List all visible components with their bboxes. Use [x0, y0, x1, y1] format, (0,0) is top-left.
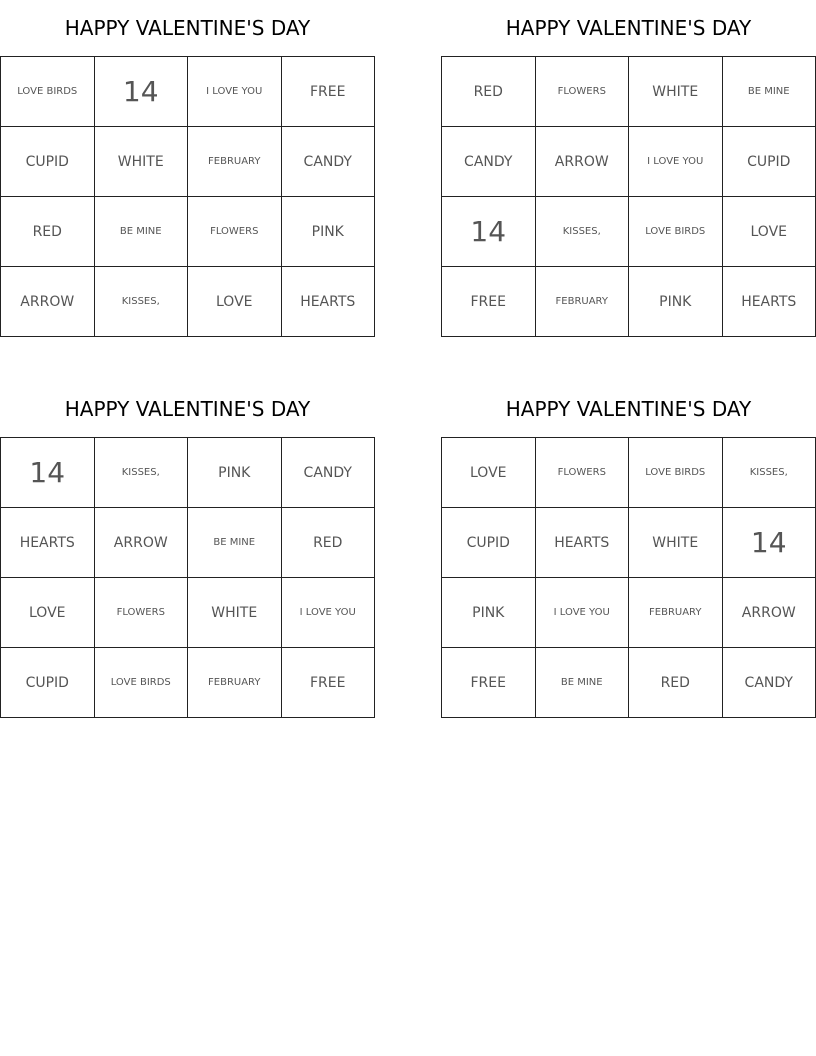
bingo-cell: I LOVE YOU [282, 578, 376, 648]
bingo-cell: CANDY [282, 127, 376, 197]
bingo-cell: LOVE BIRDS [629, 438, 723, 508]
bingo-cell: LOVE BIRDS [629, 197, 723, 267]
bingo-cell: KISSES, [723, 438, 816, 508]
bingo-cell: ARROW [1, 267, 95, 337]
bingo-cell: KISSES, [95, 267, 189, 337]
bingo-grid [0, 56, 375, 337]
bingo-cell: ARROW [723, 578, 816, 648]
bingo-cell: CUPID [1, 648, 95, 718]
bingo-cell: HEARTS [1, 508, 95, 578]
bingo-cell: BE MINE [188, 508, 282, 578]
bingo-cell: HEARTS [723, 267, 816, 337]
bingo-cell: PINK [282, 197, 376, 267]
bingo-cell: HEARTS [282, 267, 376, 337]
bingo-cell: FEBRUARY [188, 648, 282, 718]
bingo-cell: FEBRUARY [188, 127, 282, 197]
bingo-cell: BE MINE [95, 197, 189, 267]
bingo-cell: ARROW [536, 127, 630, 197]
bingo-cell: 14 [723, 508, 816, 578]
bingo-cell: CUPID [1, 127, 95, 197]
bingo-card-3 [0, 381, 375, 718]
bingo-cell: KISSES, [536, 197, 630, 267]
bingo-cell: LOVE [442, 438, 536, 508]
bingo-cell: WHITE [188, 578, 282, 648]
bingo-cell: KISSES, [95, 438, 189, 508]
bingo-cell: FEBRUARY [536, 267, 630, 337]
bingo-cell: WHITE [95, 127, 189, 197]
bingo-cell: CUPID [442, 508, 536, 578]
bingo-cell: 14 [1, 438, 95, 508]
bingo-cell: RED [282, 508, 376, 578]
bingo-cell: RED [442, 57, 536, 127]
bingo-cell: FREE [282, 57, 376, 127]
bingo-cell: PINK [629, 267, 723, 337]
bingo-cell: 14 [95, 57, 189, 127]
bingo-cell: FEBRUARY [629, 578, 723, 648]
bingo-cell: CANDY [442, 127, 536, 197]
card-title: HAPPY VALENTINE'S DAY [64, 397, 311, 421]
bingo-cell: WHITE [629, 508, 723, 578]
card-title: HAPPY VALENTINE'S DAY [505, 397, 752, 421]
bingo-cell: FLOWERS [188, 197, 282, 267]
bingo-cell: I LOVE YOU [188, 57, 282, 127]
bingo-cell: BE MINE [536, 648, 630, 718]
bingo-cell: I LOVE YOU [536, 578, 630, 648]
bingo-cell: RED [629, 648, 723, 718]
bingo-card-4 [441, 381, 816, 718]
card-title: HAPPY VALENTINE'S DAY [505, 16, 752, 40]
bingo-cell: RED [1, 197, 95, 267]
bingo-cell: CUPID [723, 127, 816, 197]
bingo-cell: FLOWERS [536, 57, 630, 127]
bingo-cell: 14 [442, 197, 536, 267]
bingo-cell: LOVE [188, 267, 282, 337]
bingo-cell: FREE [442, 648, 536, 718]
bingo-cell: FREE [282, 648, 376, 718]
bingo-card-1 [0, 0, 375, 337]
bingo-cell: LOVE [723, 197, 816, 267]
bingo-cell: I LOVE YOU [629, 127, 723, 197]
bingo-cell: LOVE BIRDS [1, 57, 95, 127]
bingo-cell: WHITE [629, 57, 723, 127]
bingo-cell: HEARTS [536, 508, 630, 578]
bingo-cell: FLOWERS [95, 578, 189, 648]
bingo-cell: ARROW [95, 508, 189, 578]
bingo-cell: LOVE BIRDS [95, 648, 189, 718]
bingo-cell: PINK [442, 578, 536, 648]
card-title: HAPPY VALENTINE'S DAY [64, 16, 311, 40]
bingo-cell: FREE [442, 267, 536, 337]
bingo-card-2 [441, 0, 816, 337]
bingo-cell: CANDY [282, 438, 376, 508]
bingo-cell: FLOWERS [536, 438, 630, 508]
bingo-grid [0, 437, 375, 718]
bingo-cell: PINK [188, 438, 282, 508]
bingo-grid [441, 437, 816, 718]
bingo-cell: BE MINE [723, 57, 816, 127]
bingo-cell: LOVE [1, 578, 95, 648]
bingo-grid [441, 56, 816, 337]
bingo-cell: CANDY [723, 648, 816, 718]
